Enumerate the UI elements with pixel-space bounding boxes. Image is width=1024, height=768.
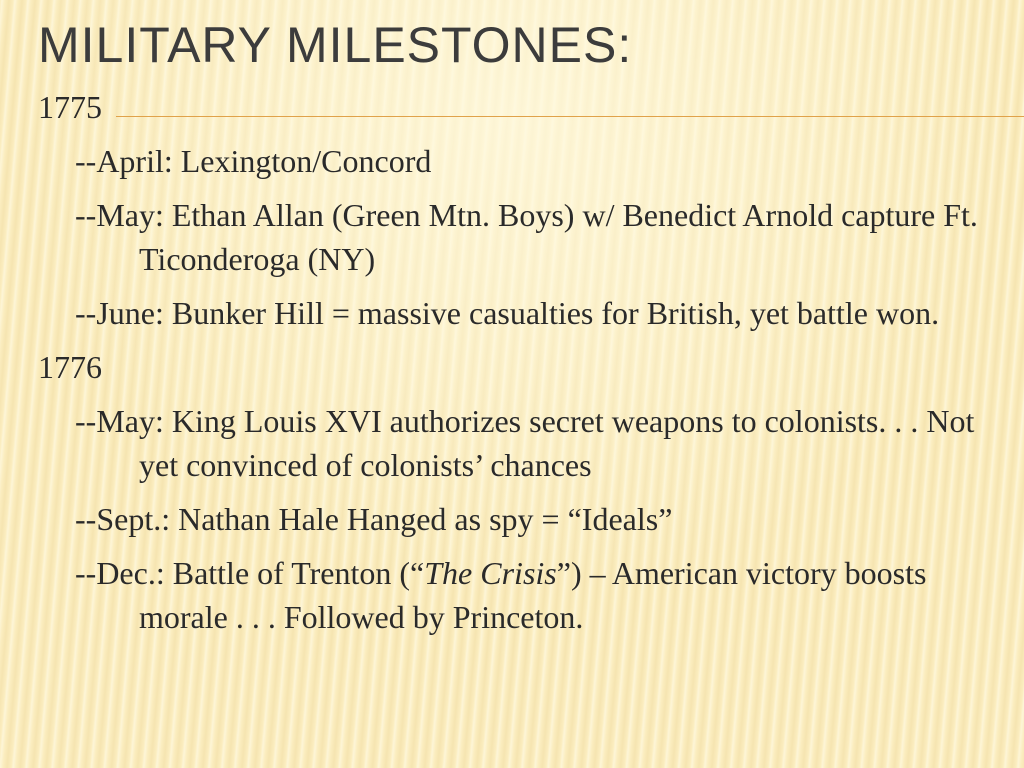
milestone-entry: --May: King Louis XVI authorizes secret weapons to colonists. . . Not yet convinced of colonists’ chances	[75, 403, 975, 483]
year-section-1775	[38, 85, 1008, 335]
milestone-entry	[75, 551, 1008, 639]
milestone-entry: --April: Lexington/Concord	[75, 143, 432, 179]
year-section-1776	[38, 345, 1008, 639]
milestone-entry: --Sept.: Nathan Hale Hanged as spy = “Ideals”	[75, 501, 673, 537]
entry-text: ”) – American victory boosts morale . . . Followed by Princeton.	[139, 555, 927, 635]
slide-title: MILITARY MILESTONES:	[38, 17, 633, 73]
italic-title: The Crisis	[424, 555, 557, 591]
year-heading: 1775	[38, 89, 102, 125]
milestone-entry: --June: Bunker Hill = massive casualties for British, yet battle won.	[75, 295, 940, 331]
year-heading: 1776	[38, 349, 102, 385]
milestone-entry: --May: Ethan Allan (Green Mtn. Boys) w/ Benedict Arnold capture Ft. Ticonderoga (NY)	[75, 197, 978, 277]
slide-body	[38, 85, 1008, 649]
entry-text: --Dec.: Battle of Trenton (“	[75, 555, 425, 591]
